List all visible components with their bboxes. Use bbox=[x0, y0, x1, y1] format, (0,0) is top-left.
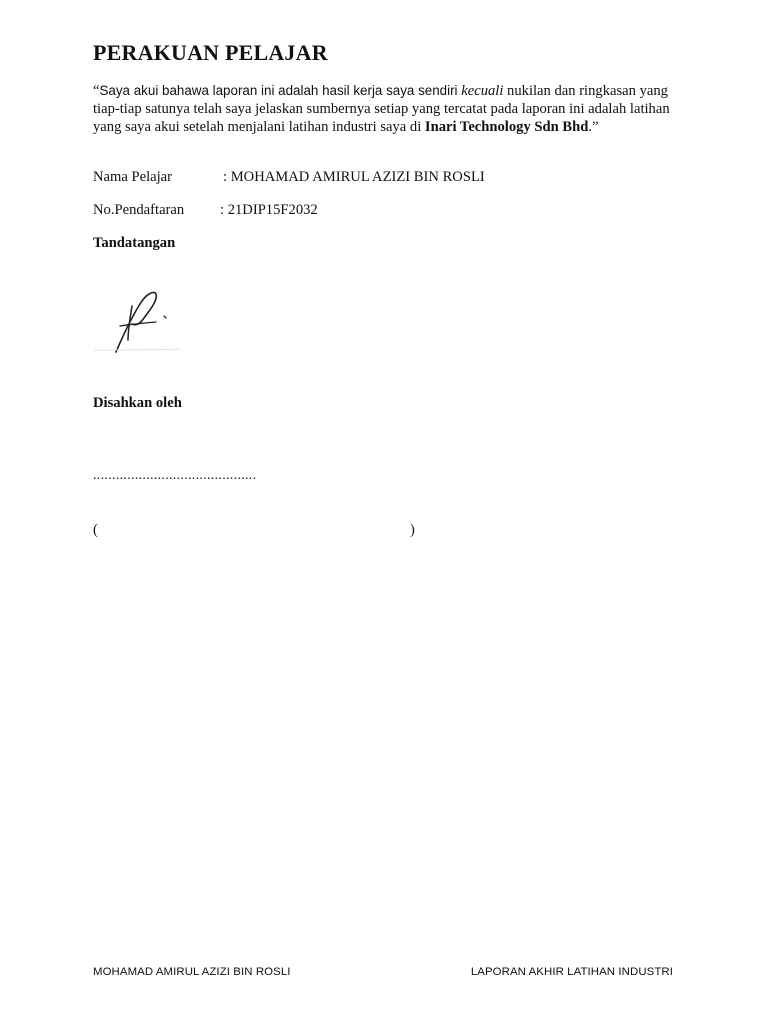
declaration-open-quote: “ bbox=[93, 83, 100, 99]
student-name-label: Nama Pelajar bbox=[93, 169, 173, 185]
declaration-sans-text: Saya akui bahawa laporan ini adalah hasil kerja saya sendiri bbox=[99, 83, 462, 98]
declaration-paragraph bbox=[93, 82, 683, 136]
signature-heading: Tandatangan bbox=[93, 235, 176, 251]
registration-value: : 21DIP15F2032 bbox=[220, 202, 318, 218]
page-title: PERAKUAN PELAJAR bbox=[93, 40, 328, 65]
signature-dotted-line: ........................................... bbox=[93, 468, 257, 483]
student-name-value: : MOHAMAD AMIRUL AZIZI BIN ROSLI bbox=[223, 169, 485, 185]
approved-by-heading: Disahkan oleh bbox=[93, 395, 182, 411]
registration-row bbox=[93, 202, 318, 219]
company-name: Inari Technology Sdn Bhd bbox=[424, 119, 589, 135]
declaration-close-quote: .” bbox=[588, 119, 599, 135]
name-paren-open: ( bbox=[93, 522, 98, 538]
name-paren-close: ) bbox=[410, 522, 415, 538]
footer-right: LAPORAN AKHIR LATIHAN INDUSTRI bbox=[470, 966, 673, 978]
declaration-italic-word: kecuali bbox=[461, 83, 504, 99]
footer-left: MOHAMAD AMIRUL AZIZI BIN ROSLI bbox=[93, 966, 291, 978]
student-name-row bbox=[93, 169, 485, 186]
declaration-body-text: nukilan dan ringkasan yang tiap-tiap satunya telah saya jelaskan sumbernya setiap yang tercatat pada laporan ini adalah latihan yang saya akui setelah menjalani latihan industri saya di bbox=[93, 83, 670, 135]
handwritten-signature bbox=[92, 286, 182, 354]
registration-label: No.Pendaftaran bbox=[93, 202, 185, 218]
